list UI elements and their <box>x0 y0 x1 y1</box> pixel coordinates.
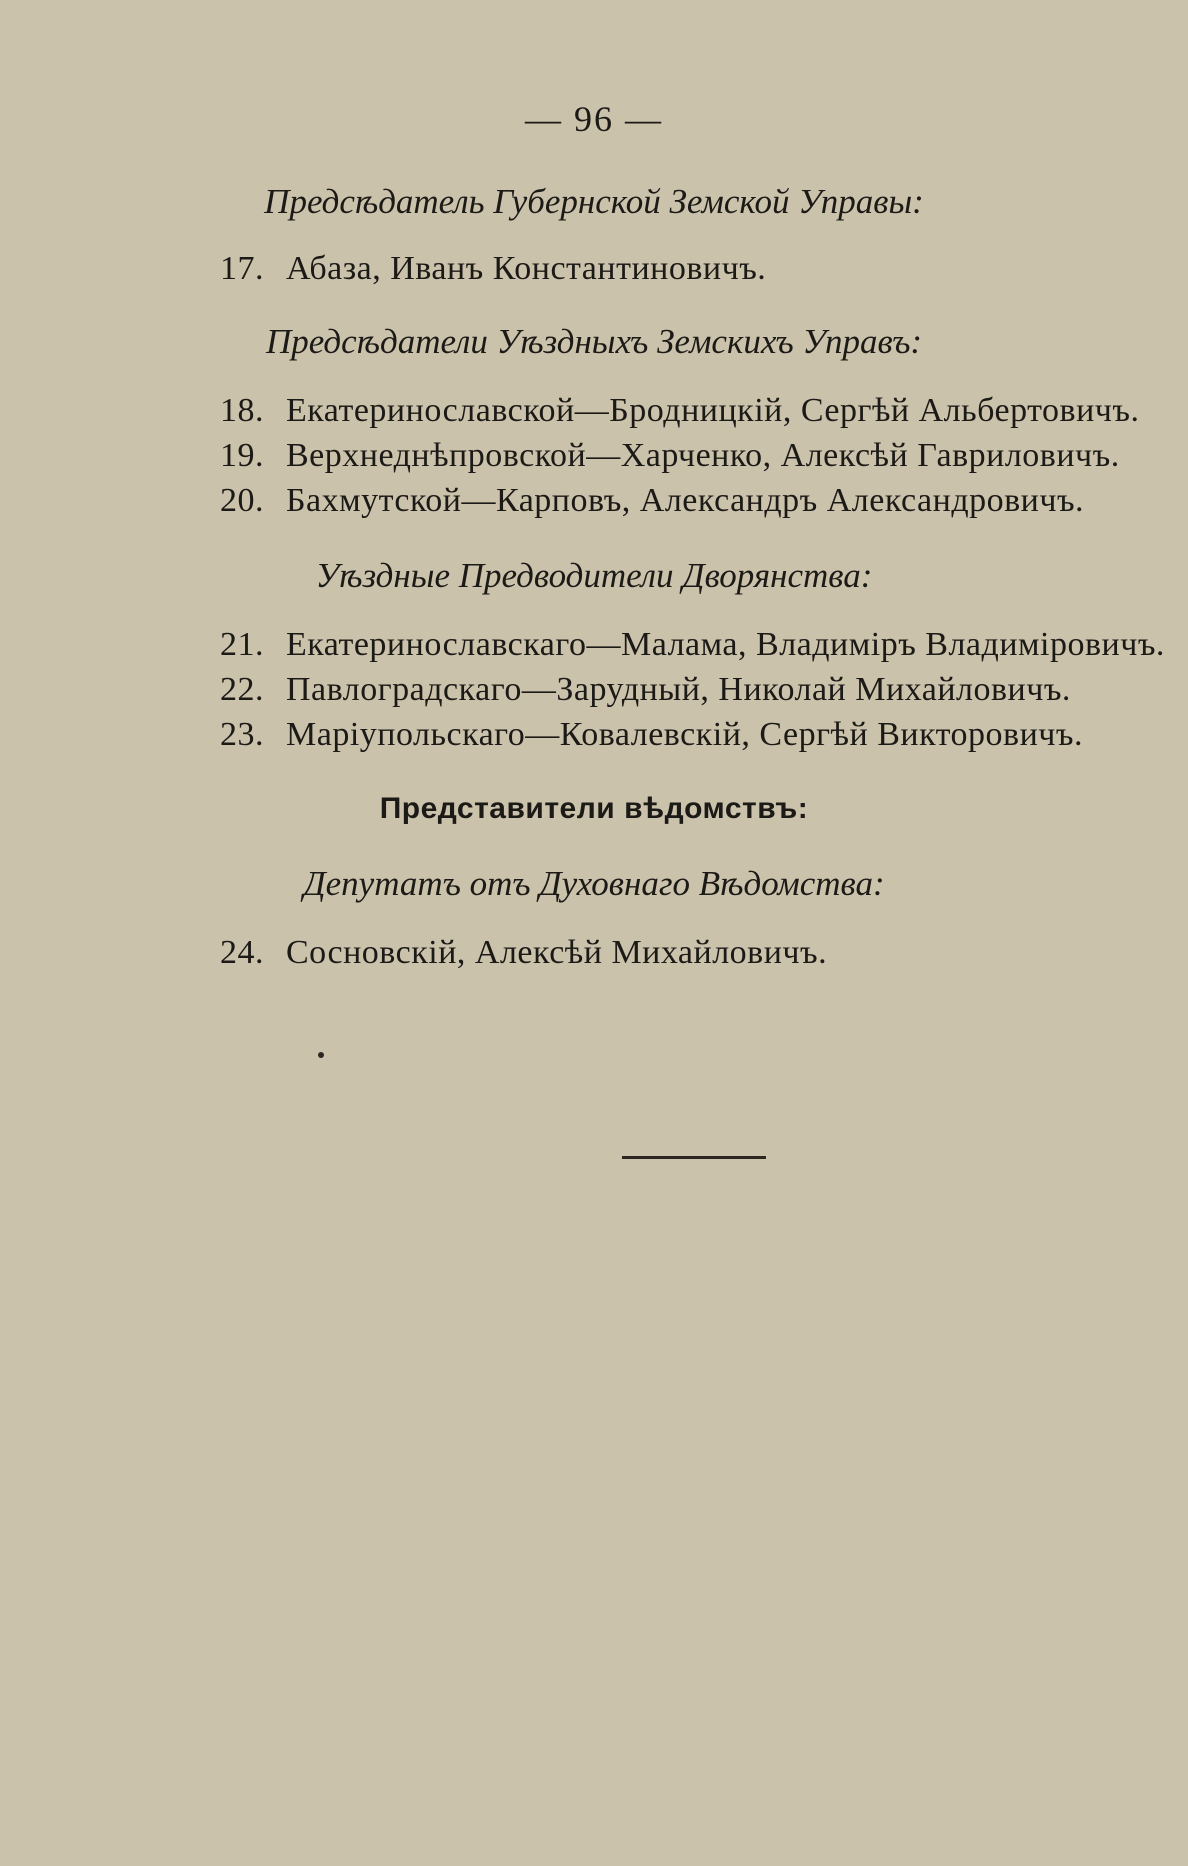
entry-text: Абаза, Иванъ Константиновичъ. <box>286 250 767 287</box>
section-heading-provincial-chairman: Предсѣдатель Губернской Земской Управы: <box>264 182 924 221</box>
entry-text: Маріупольскаго—Ковалевскій, Сергѣй Викторовичъ. <box>286 716 1083 753</box>
entry-number: 22. <box>220 671 264 708</box>
list-item <box>220 671 1071 709</box>
entry-number: 17. <box>220 250 264 287</box>
list-item <box>220 392 1139 430</box>
end-rule <box>622 1156 766 1159</box>
list-item <box>220 482 1084 520</box>
entry-number: 21. <box>220 626 264 663</box>
list-item <box>220 716 1083 754</box>
ink-speck <box>318 1052 324 1058</box>
representatives-heading: Представители вѣдомствъ: <box>379 792 809 825</box>
list-item <box>220 626 1165 664</box>
list-item <box>220 250 766 288</box>
entry-text: Екатеринославскаго—Малама, Владиміръ Владиміровичъ. <box>286 626 1165 663</box>
entry-number: 23. <box>220 716 264 753</box>
entry-text: Бахмутской—Карповъ, Александръ Александровичъ. <box>286 482 1085 519</box>
list-item <box>220 437 1120 475</box>
section-heading-clergy-deputy: Депутатъ отъ Духовнаго Вѣдомства: <box>303 864 885 903</box>
section-heading-district-chairmen: Предсѣдатели Уѣздныхъ Земскихъ Управъ: <box>265 322 923 361</box>
entry-text: Павлоградскаго—Зарудный, Николай Михайловичъ. <box>286 671 1071 708</box>
entry-text: Сосновскій, Алексѣй Михайловичъ. <box>286 934 828 971</box>
section-heading-nobility-marshals: Уѣздные Предводители Дворянства: <box>315 556 873 595</box>
entry-number: 20. <box>220 482 264 519</box>
entry-number: 24. <box>220 934 264 971</box>
entry-text: Екатеринославской—Бродницкій, Сергѣй Альбертовичъ. <box>286 392 1140 429</box>
page-number: — 96 — <box>525 99 663 139</box>
entry-number: 19. <box>220 437 264 474</box>
entry-number: 18. <box>220 392 264 429</box>
entry-text: Верхнеднѣпровской—Харченко, Алексѣй Гавриловичъ. <box>286 437 1120 474</box>
list-item <box>220 934 827 972</box>
